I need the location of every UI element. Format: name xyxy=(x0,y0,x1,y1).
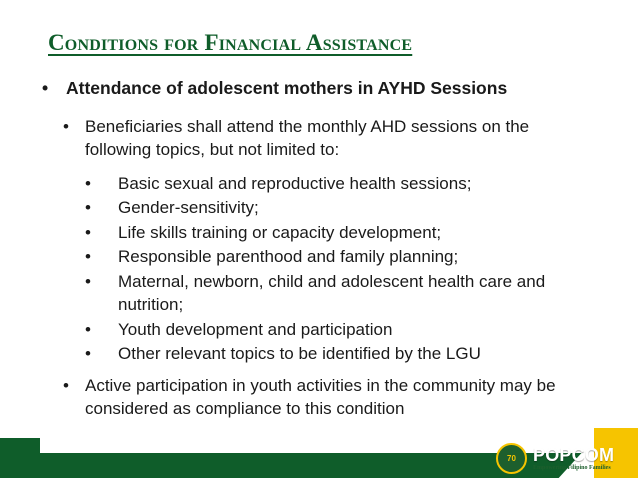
topic-item: • Basic sexual and reproductive health sessions; xyxy=(85,172,575,195)
level2-item-monthly-sessions xyxy=(63,115,583,366)
level2-item-active-participation: • Active participation in youth activities in the community may be considered as compliance to this condition xyxy=(63,374,583,421)
topic-item: • Maternal, newborn, child and adolescent health care and nutrition; xyxy=(85,270,575,317)
brand-block xyxy=(533,446,614,471)
topic-item: • Life skills training or capacity development; xyxy=(85,221,575,244)
popcom-logo xyxy=(496,441,628,476)
level2-list xyxy=(63,115,583,420)
slide-title: Conditions for Financial Assistance xyxy=(48,30,413,55)
topic-item: • Youth development and participation xyxy=(85,318,575,341)
topic-item: • Responsible parenthood and family planning; xyxy=(85,245,575,268)
topics-list xyxy=(85,172,575,366)
level1-item-attendance: • Attendance of adolescent mothers in AYHD Sessions xyxy=(42,77,612,101)
topic-item: • Other relevant topics to be identified by the LGU xyxy=(85,342,575,365)
brand-tagline: Empowering Filipino Families xyxy=(533,465,611,471)
level1-list xyxy=(42,77,612,101)
level2-item-monthly-sessions-text: Beneficiaries shall attend the monthly AHD sessions on the following topics, but not limited to: xyxy=(85,117,530,160)
footer-left-bar xyxy=(0,438,40,478)
seal-icon: 70 xyxy=(496,443,527,474)
topic-item: • Gender-sensitivity; xyxy=(85,196,575,219)
brand-name: POPCOM xyxy=(533,445,615,465)
